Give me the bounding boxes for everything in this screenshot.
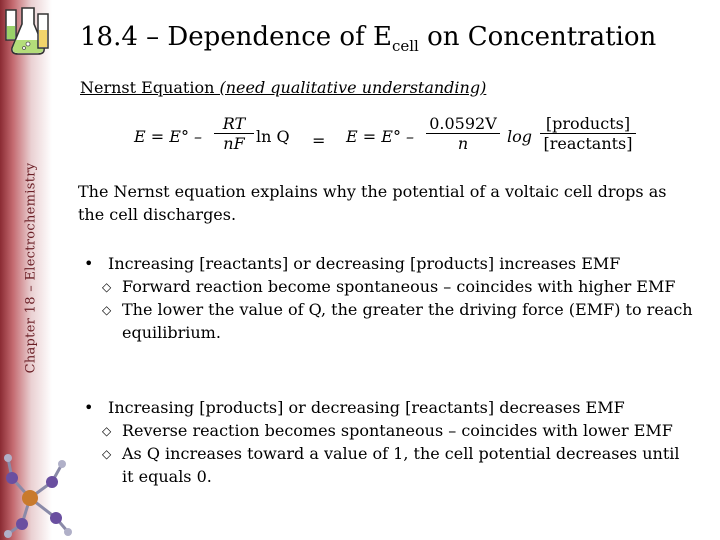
title-subscript: cell bbox=[391, 37, 419, 55]
bullet-item bbox=[84, 252, 696, 275]
equals-sign: = bbox=[312, 131, 326, 150]
bullet-item bbox=[84, 396, 696, 419]
equation2-denominator: n bbox=[457, 134, 469, 153]
equation1-function: ln Q bbox=[256, 127, 290, 146]
sub-bullet-text: Forward reaction become spontaneous – coincides with higher EMF bbox=[122, 277, 676, 296]
bullet-text: Increasing [products] or decreasing [reactants] decreases EMF bbox=[108, 398, 625, 417]
slide-subtitle bbox=[80, 78, 486, 97]
equation2-numerator: 0.0592V bbox=[429, 114, 497, 133]
flask-beaker-icon bbox=[2, 4, 54, 62]
equation2-fraction bbox=[426, 114, 500, 153]
subtitle-main: Nernst Equation bbox=[80, 78, 220, 97]
sub-bullet-item bbox=[84, 442, 696, 488]
bullet-icon: • bbox=[84, 398, 94, 417]
sub-bullet-item bbox=[84, 298, 696, 344]
equation1-lhs: E = E° – bbox=[134, 127, 203, 146]
chapter-label: Chapter 18 – Electrochemistry bbox=[23, 162, 39, 374]
equation1-numerator: RT bbox=[222, 114, 246, 133]
equation1-denominator: nF bbox=[223, 134, 245, 153]
equation1-fraction bbox=[214, 114, 254, 153]
equation2-lhs: E = E° – bbox=[346, 127, 415, 146]
sub-bullet-text: The lower the value of Q, the greater the driving force (EMF) to reach equilibrium. bbox=[122, 300, 693, 342]
bullet-group bbox=[84, 396, 696, 488]
sub-bullet-item bbox=[84, 419, 696, 442]
equation2-function: log bbox=[507, 127, 532, 146]
diamond-icon: ◇ bbox=[102, 447, 112, 461]
bullet-group bbox=[84, 252, 696, 344]
diamond-icon: ◇ bbox=[102, 280, 112, 294]
body-paragraph: The Nernst equation explains why the potential of a voltaic cell drops as the cell discharges. bbox=[78, 182, 667, 224]
diamond-icon: ◇ bbox=[102, 303, 112, 317]
products-term: [products] bbox=[545, 114, 631, 133]
sub-bullet-item bbox=[84, 275, 696, 298]
diamond-icon: ◇ bbox=[102, 424, 112, 438]
reactants-term: [reactants] bbox=[543, 134, 633, 153]
slide-title bbox=[80, 22, 657, 55]
title-main: 18.4 – Dependence of E bbox=[80, 22, 392, 52]
bullet-icon: • bbox=[84, 254, 94, 273]
equation2-concentration-fraction bbox=[540, 114, 636, 153]
title-tail: on Concentration bbox=[418, 22, 657, 52]
sub-bullet-text: As Q increases toward a value of 1, the cell potential decreases until it equals 0. bbox=[122, 444, 680, 486]
molecule-model-icon bbox=[0, 448, 72, 538]
subtitle-note: (need qualitative understanding) bbox=[219, 78, 487, 97]
bullet-text: Increasing [reactants] or decreasing [products] increases EMF bbox=[108, 254, 621, 273]
sub-bullet-text: Reverse reaction becomes spontaneous – coincides with lower EMF bbox=[122, 421, 673, 440]
